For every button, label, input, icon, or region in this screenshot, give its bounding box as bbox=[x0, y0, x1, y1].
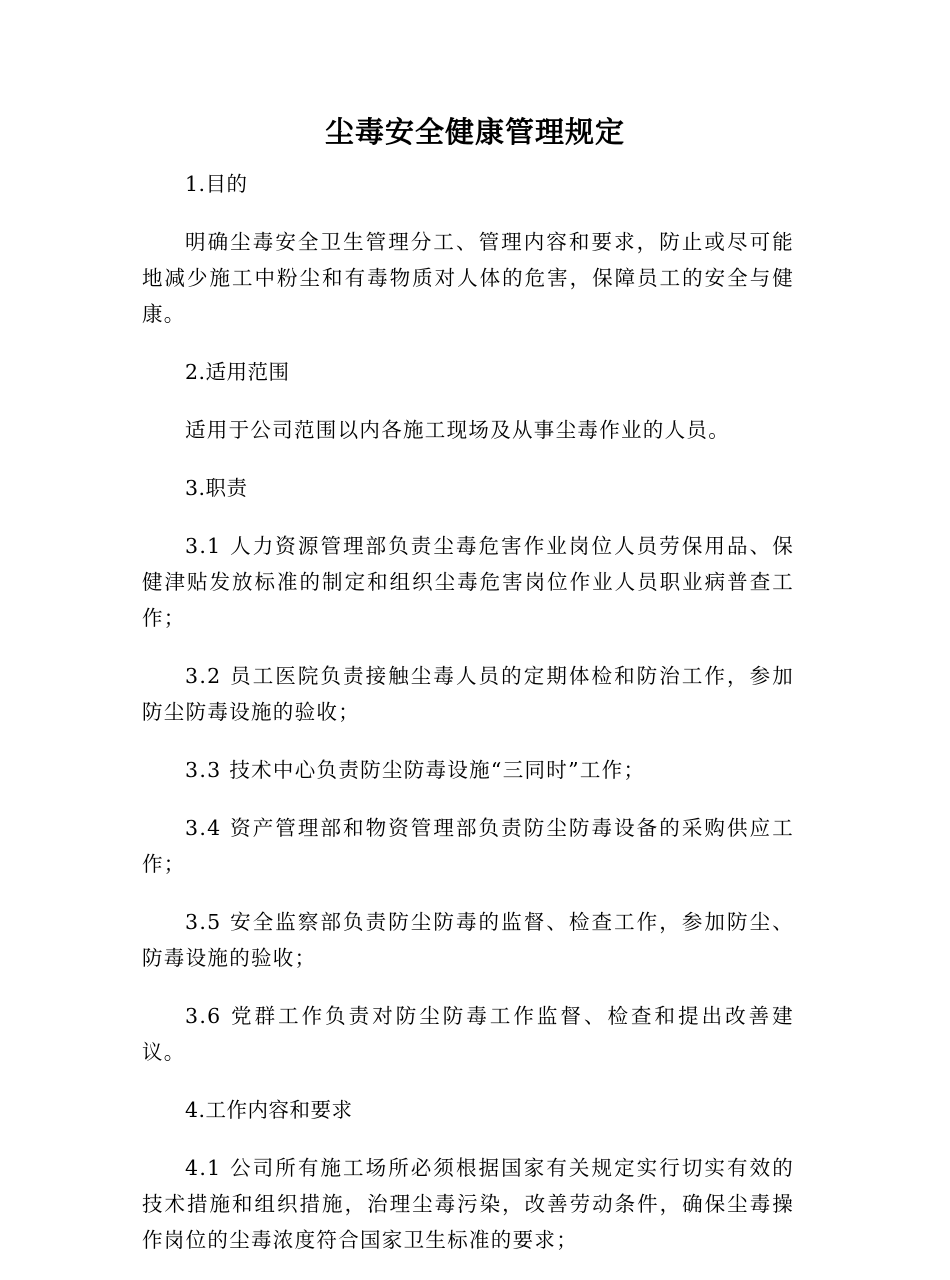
section-heading-scope: 2.适用范围 bbox=[185, 360, 290, 384]
document-body bbox=[142, 166, 794, 1280]
paragraph-3-1: 3.1 人力资源管理部负责尘毒危害作业岗位人员劳保用品、保健津贴发放标准的制定和组织尘毒危害岗位作业人员职业病普查工作； bbox=[142, 534, 794, 630]
section-heading-purpose: 1.目的 bbox=[185, 172, 248, 196]
section-heading-responsibilities: 3.职责 bbox=[185, 476, 248, 500]
document-title: 尘毒安全健康管理规定 bbox=[324, 115, 625, 149]
paragraph-4-1: 4.1 公司所有施工场所必须根据国家有关规定实行切实有效的技术措施和组织措施，治理尘毒污染，改善劳动条件，确保尘毒操作岗位的尘毒浓度符合国家卫生标准的要求； bbox=[142, 1156, 794, 1252]
paragraph-3-4: 3.4 资产管理部和物资管理部负责防尘防毒设备的采购供应工作； bbox=[142, 816, 794, 876]
paragraph-3-6: 3.6 党群工作负责对防尘防毒工作监督、检查和提出改善建议。 bbox=[142, 1004, 794, 1064]
section-heading-work-content: 4.工作内容和要求 bbox=[185, 1098, 353, 1122]
paragraph-3-5: 3.5 安全监察部负责防尘防毒的监督、检查工作，参加防尘、防毒设施的验收； bbox=[142, 910, 794, 970]
paragraph-purpose: 明确尘毒安全卫生管理分工、管理内容和要求，防止或尽可能地减少施工中粉尘和有毒物质对人体的危害，保障员工的安全与健康。 bbox=[142, 230, 794, 326]
paragraph-3-2: 3.2 员工医院负责接触尘毒人员的定期体检和防治工作，参加防尘防毒设施的验收； bbox=[142, 664, 794, 724]
paragraph-3-3: 3.3 技术中心负责防尘防毒设施“三同时”工作； bbox=[185, 758, 646, 782]
paragraph-scope: 适用于公司范围以内各施工现场及从事尘毒作业的人员。 bbox=[185, 418, 730, 442]
